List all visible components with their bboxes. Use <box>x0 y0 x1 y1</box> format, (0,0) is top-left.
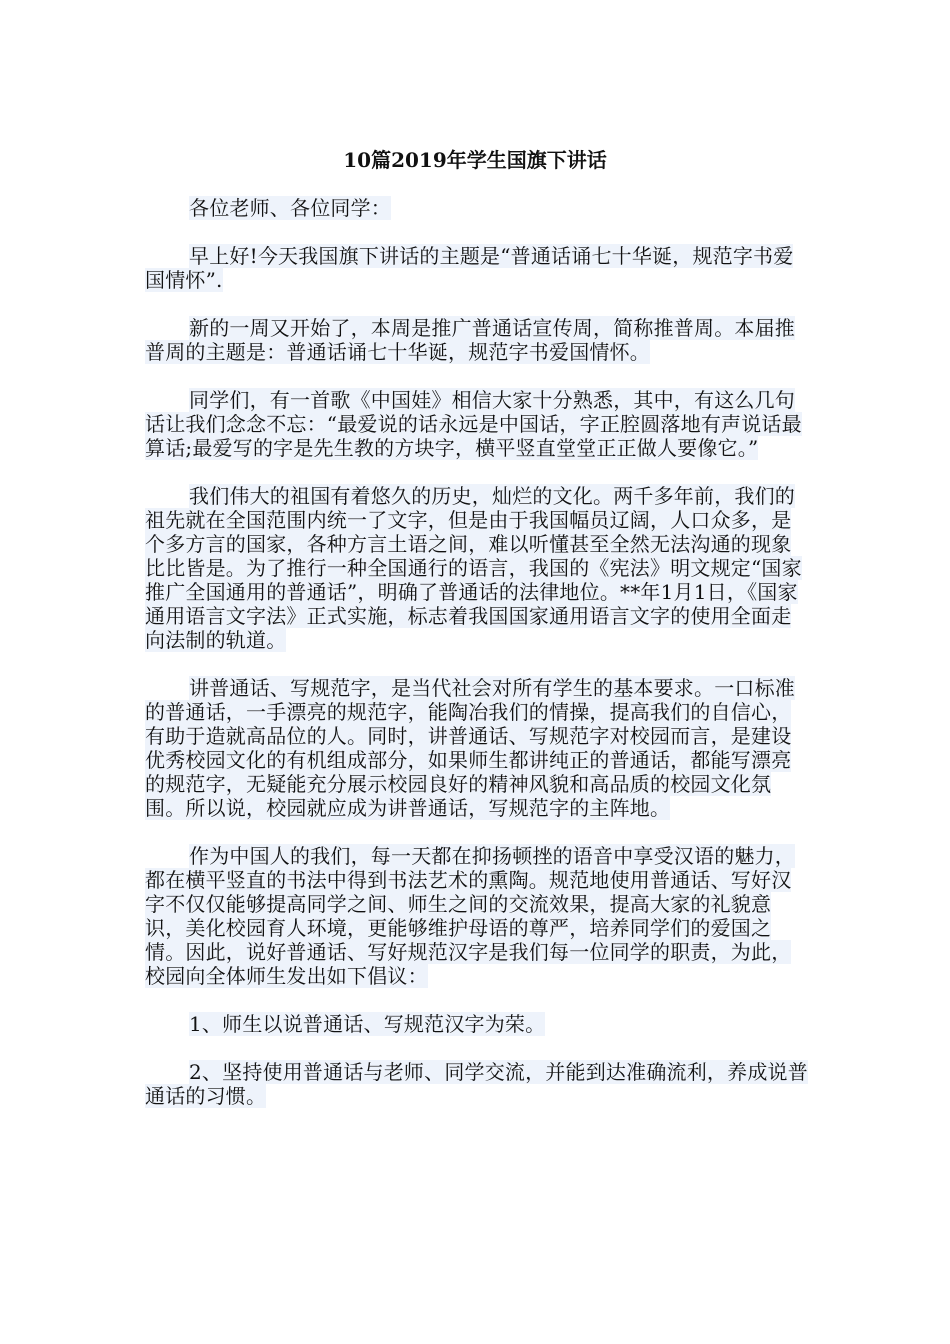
paragraph-text: 2、坚持使用普通话与老师、同学交流，并能到达准确流利，养成说普通话的习惯。 <box>145 1060 808 1108</box>
paragraph-history <box>145 484 809 652</box>
paragraph-text: 讲普通话、写规范字，是当代社会对所有学生的基本要求。一口标准的普通话，一手漂亮的规范字，能陶冶我们的情操，提高我们的自信心，有助于造就高品位的人。同时，讲普通话、写规范字对校园而言，是建设优秀校园文化的有机组成部分，如果师生都讲纯正的普通话，都能写漂亮的规范字，无疑能充分展示校园良好的精神风貌和高品质的校园文化氛围。所以说，校园就应成为讲普通话，写规范字的主阵地。 <box>145 676 795 820</box>
paragraph-text: 我们伟大的祖国有着悠久的历史，灿烂的文化。两千多年前，我们的祖先就在全国范围内统一了文字，但是由于我国幅员辽阔，人口众多，是个多方言的国家，各种方言土语之间，难以听懂甚至全然无法沟通的现象比比皆是。为了推行一种全国通行的语言，我国的《宪法》明文规定“国家推广全国通用的普通话”，明确了普通话的法律地位。**年1月1日，《国家通用语言文字法》正式实施，标志着我国国家通用语言文字的使用全面走向法制的轨道。 <box>145 484 802 652</box>
paragraph-requirements <box>145 676 809 820</box>
paragraph-text: 同学们，有一首歌《中国娃》相信大家十分熟悉，其中，有这么几句话让我们念念不忘：“最爱说的话永远是中国话，字正腔圆落地有声说话最算话;最爱写的字是先生教的方块字，横平竖直堂堂正正做人要像它。” <box>145 388 802 460</box>
paragraph-text: 各位老师、各位同学： <box>189 196 391 220</box>
paragraph-text: 作为中国人的我们，每一天都在抑扬顿挫的语音中享受汉语的魅力，都在横平竖直的书法中得到书法艺术的熏陶。规范地使用普通话、写好汉字不仅仅能够提高同学之间、师生之间的交流效果，提高大家的礼貌意识，美化校园育人环境，更能够维护母语的尊严，培养同学们的爱国之情。因此，说好普通话、写好规范汉字是我们每一位同学的职责，为此，校园向全体师生发出如下倡议： <box>145 844 795 988</box>
paragraph-intro <box>145 316 809 364</box>
paragraph-text: 早上好!今天我国旗下讲话的主题是“普通话诵七十华诞，规范字书爱国情怀”. <box>145 244 794 292</box>
document-body <box>145 196 809 1132</box>
paragraph-salutation <box>145 196 809 220</box>
paragraph-text: 1、师生以说普通话、写规范汉字为荣。 <box>189 1012 546 1036</box>
paragraph-text: 新的一周又开始了，本周是推广普通话宣传周，简称推普周。本届推普周的主题是：普通话诵七十华诞，规范字书爱国情怀。 <box>145 316 795 364</box>
paragraph-responsibility <box>145 844 809 988</box>
document-title: 10篇2019年学生国旗下讲话 <box>343 148 607 172</box>
paragraph-song <box>145 388 809 460</box>
paragraph-greeting <box>145 244 809 292</box>
paragraph-proposal-1 <box>145 1012 809 1036</box>
paragraph-proposal-2 <box>145 1060 809 1108</box>
